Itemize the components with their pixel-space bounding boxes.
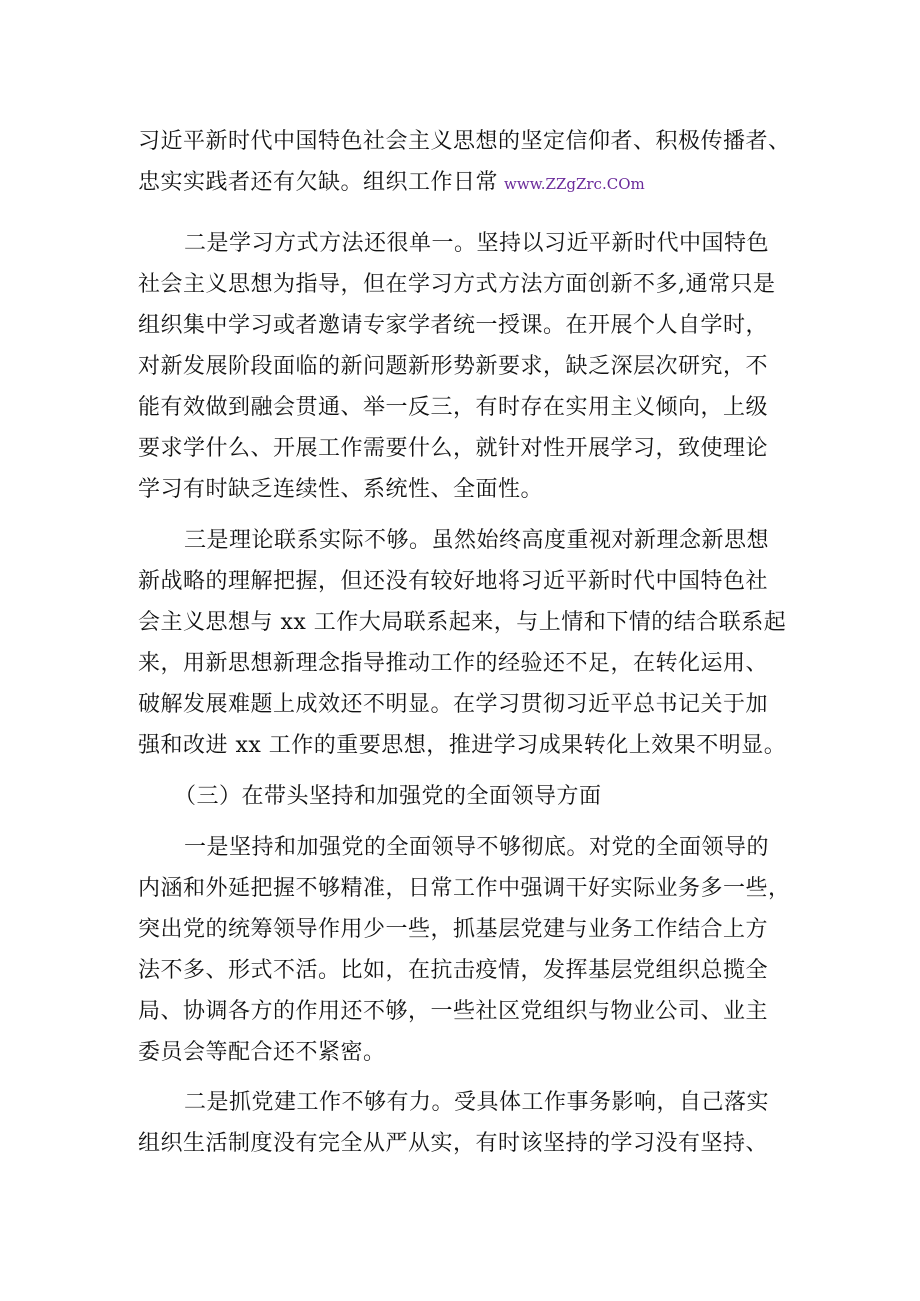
text-line: 委员会等配合还不紧密。 bbox=[138, 1040, 386, 1065]
text-line: 要求学什么、开展工作需要什么，就针对性开展学习，致使理论 bbox=[138, 436, 769, 461]
section-heading: （三）在带头坚持和加强党的全面领导方面 bbox=[174, 784, 602, 809]
text-line: 组织集中学习或者邀请专家学者统一授课。在开展个人自学时， bbox=[138, 313, 769, 338]
text-line: 三是理论联系实际不够。虽然始终高度重视对新理念新思想 bbox=[184, 528, 770, 553]
text-line: 组织生活制度没有完全从严从实，有时该坚持的学习没有坚持、 bbox=[138, 1131, 769, 1156]
text-line: 能有效做到融会贯通、举一反三，有时存在实用主义倾向，上级 bbox=[138, 395, 769, 420]
text-line: 对新发展阶段面临的新问题新形势新要求，缺乏深层次研究，不 bbox=[138, 354, 769, 379]
text-line: 突出党的统筹领导作用少一些，抓基层党建与业务工作结合上方 bbox=[138, 917, 769, 942]
paragraph-1 bbox=[138, 121, 791, 203]
paragraph-3 bbox=[138, 520, 788, 766]
text-line: 破解发展难题上成效还不明显。在学习贯彻习近平总书记关于加 bbox=[138, 692, 769, 717]
text-line: 来，用新思想新理念指导推动工作的经验还不足，在转化运用、 bbox=[138, 651, 769, 676]
text-line: 新战略的理解把握，但还没有较好地将习近平新时代中国特色社 bbox=[138, 569, 769, 594]
text-line: 法不多、形式不活。比如，在抗击疫情，发挥基层党组织总揽全 bbox=[138, 958, 769, 983]
text-line: 二是抓党建工作不够有力。受具体工作事务影响，自己落实 bbox=[184, 1090, 770, 1115]
text-line: 二是学习方式方法还很单一。坚持以习近平新时代中国特色 bbox=[184, 231, 770, 256]
text-line: 社会主义思想为指导，但在学习方式方法方面创新不多,通常只是 bbox=[138, 272, 776, 297]
text-line: 强和改进 xx 工作的重要思想，推进学习成果转化上效果不明显。 bbox=[138, 733, 787, 758]
text-line: 内涵和外延把握不够精准，日常工作中强调干好实际业务多一些， bbox=[138, 876, 791, 901]
text-line-with-watermark bbox=[138, 162, 788, 203]
section-heading-block bbox=[138, 776, 788, 817]
text-line: 一是坚持和加强党的全面领导不够彻底。对党的全面领导的 bbox=[184, 835, 770, 860]
text-line: 局、协调各方的作用还不够，一些社区党组织与物业公司、业主 bbox=[138, 999, 769, 1024]
watermark-url: www.ZZgZrc.COm bbox=[504, 175, 645, 193]
paragraph-5 bbox=[138, 1082, 788, 1164]
paragraph-2 bbox=[138, 223, 788, 510]
text-line: 会主义思想与 xx 工作大局联系起来，与上情和下情的结合联系起 bbox=[138, 610, 787, 635]
paragraph-4 bbox=[138, 827, 791, 1073]
text-line: 习近平新时代中国特色社会主义思想的坚定信仰者、积极传播者、 bbox=[138, 129, 791, 154]
text-line: 忠实实践者还有欠缺。组织工作日常 bbox=[138, 170, 499, 195]
text-line: 学习有时缺乏连续性、系统性、全面性。 bbox=[138, 477, 544, 502]
